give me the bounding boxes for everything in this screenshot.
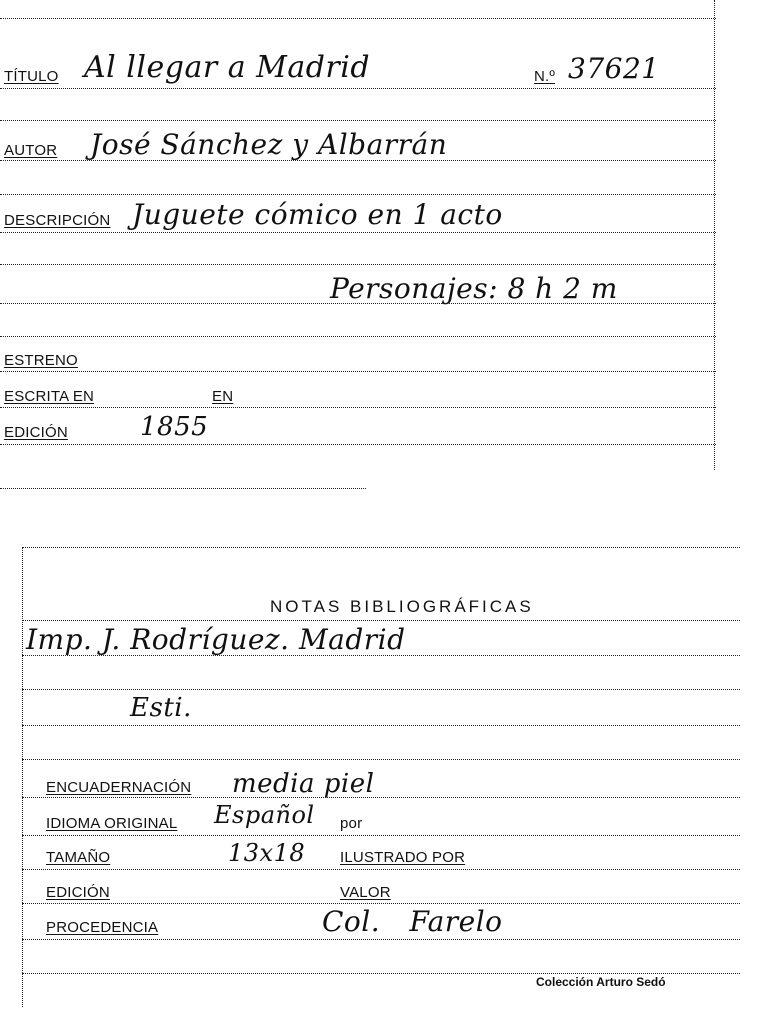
notes-edicion-label: EDICIÓN (46, 884, 110, 901)
notes-rule-1 (22, 620, 740, 621)
rule-5 (0, 232, 716, 233)
catalog-card-notes (22, 547, 742, 1017)
rule-7 (0, 303, 716, 304)
descripcion-label: DESCRIPCIÓN (4, 212, 111, 229)
catalog-card-top (0, 0, 718, 490)
encuadernacion-label: ENCUADERNACIÓN (46, 779, 192, 796)
rule-10 (0, 407, 716, 408)
notes-rule-8 (22, 869, 740, 870)
procedencia-label: PROCEDENCIA (46, 919, 159, 936)
por-label: por (340, 815, 363, 832)
notes-line-1: Imp. J. Rodríguez. Madrid (26, 623, 406, 656)
idioma-label: IDIOMA ORIGINAL (46, 815, 178, 832)
personajes-value: Personajes: 8 h 2 m (330, 272, 618, 305)
escrita-label: ESCRITA EN (4, 388, 95, 405)
rule-11 (0, 444, 716, 445)
notes-left-border (22, 547, 23, 1007)
numero-value: 37621 (568, 52, 660, 85)
collection-footer: Colección Arturo Sedó (536, 975, 666, 989)
notes-rule-9 (22, 903, 740, 904)
notes-rule-6 (22, 797, 740, 798)
notes-line-2: Esti. (130, 693, 192, 723)
edicion-label: EDICIÓN (4, 424, 68, 441)
notes-rule-7 (22, 835, 740, 836)
en-label: EN (212, 388, 234, 405)
estreno-label: ESTRENO (4, 352, 78, 369)
procedencia-value: Col. Farelo (322, 905, 503, 938)
notes-rule-3 (22, 689, 740, 690)
card-right-border (714, 0, 715, 470)
notes-heading: NOTAS BIBLIOGRÁFICAS (270, 597, 534, 616)
rule-12 (0, 488, 366, 489)
autor-label: AUTOR (4, 142, 58, 159)
rule-2 (0, 120, 716, 121)
titulo-label: TÍTULO (4, 68, 59, 85)
notes-rule-11 (22, 973, 740, 974)
numero-label: N.º (534, 68, 556, 85)
rule-1 (0, 88, 716, 89)
titulo-value: Al llegar a Madrid (84, 50, 371, 85)
idioma-value: Español (214, 801, 315, 829)
rule-9 (0, 371, 716, 372)
notes-rule-5 (22, 759, 740, 760)
rule-4 (0, 194, 716, 195)
edicion-value: 1855 (140, 412, 209, 442)
encuadernacion-value: media piel (232, 769, 375, 799)
tamano-label: TAMAÑO (46, 849, 111, 866)
card-top-border (0, 18, 716, 19)
autor-value: José Sánchez y Albarrán (90, 128, 448, 161)
rule-6 (0, 264, 716, 265)
ilustrado-label: ILUSTRADO POR (340, 849, 466, 866)
descripcion-value: Juguete cómico en 1 acto (132, 198, 503, 231)
notes-rule-10 (22, 939, 740, 940)
valor-label: VALOR (340, 884, 391, 901)
notes-top-border (22, 547, 740, 548)
tamano-value: 13x18 (228, 839, 306, 867)
rule-3 (0, 160, 716, 161)
notes-rule-2 (22, 655, 740, 656)
rule-8 (0, 336, 716, 337)
notes-rule-4 (22, 725, 740, 726)
